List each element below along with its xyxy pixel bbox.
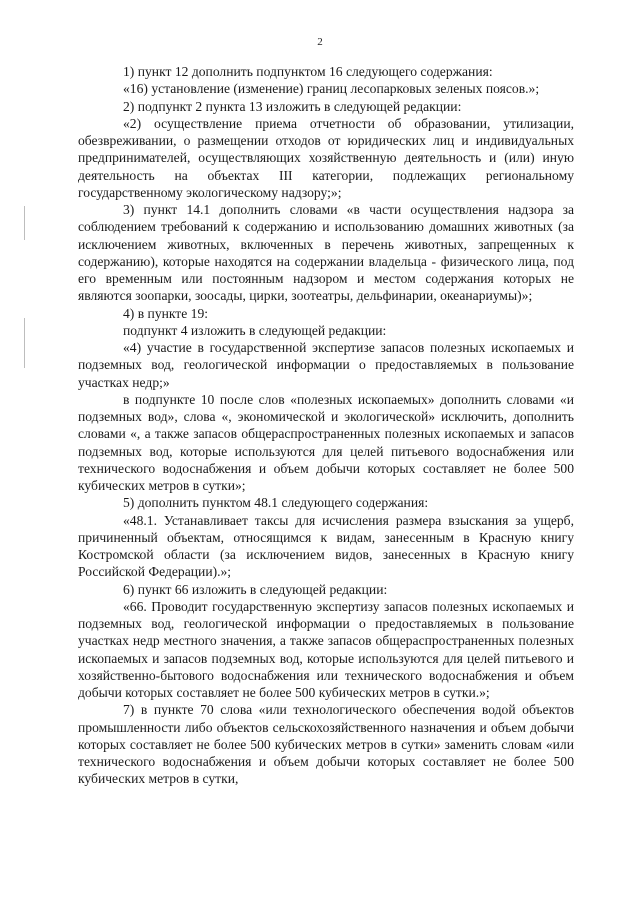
- document-body: [78, 63, 574, 788]
- paragraph: в подпункте 10 после слов «полезных ископаемых» дополнить словами «и подземных вод», слова «, экономической и экологической» исключить, дополнить словами «, а также запасов общераспространенных полезных ископаемых и запасов подземных вод, которые используются для целей питьевого водоснабжения или технического водоснабжения и объем добычи которых составляет не более 500 кубических метров в сутки»;: [78, 391, 574, 493]
- page-number: 2: [317, 36, 323, 48]
- paragraph: 3) пункт 14.1 дополнить словами «в части осуществления надзора за соблюдением требований к содержанию и использованию домашних животных (за исключением животных, включенных в перечень животных, запрещенных к содержанию), которые находятся на содержании владельца - физического лица, под его временным или постоянным надзором и местом содержания которых не являются зоопарки, зоосады, цирки, зоотеатры, дельфинарии, океанариумы)»;: [78, 202, 574, 304]
- paragraph: 6) пункт 66 изложить в следующей редакции:: [123, 581, 388, 597]
- paragraph: 4) в пункте 19:: [123, 305, 209, 321]
- paragraph: «66. Проводит государственную экспертизу запасов полезных ископаемых и подземных вод, геологической информации о предоставляемых в пользование участках недр местного значения, а также запасов общераспространенных полезных ископаемых и запасов подземных вод, которые используются для целей питьевого и хозяйственно-бытового водоснабжения или технического водоснабжения и объем добычи которых составляет не более 500 кубических метров в сутки.»;: [78, 598, 574, 700]
- scan-margin-line: [24, 206, 25, 240]
- paragraph: 7) в пункте 70 слова «или технологического обеспечения водой объектов промышленности либо объектов сельскохозяйственного назначения и объем добычи которых составляет не более 500 кубических метров в сутки» заменить словам «или технического водоснабжения и объем добычи которых составляет не более 500 кубических метров в сутки,: [78, 702, 574, 787]
- paragraph: «2) осуществление приема отчетности об образовании, утилизации, обезвреживании, о размещении отходов от юридических лиц и индивидуальных предпринимателей, осуществляющих хозяйственную деятельность и (или) иную деятельность на объектах III категории, подлежащих региональному государственному экологическому надзору;»;: [78, 115, 574, 200]
- paragraph: подпункт 4 изложить в следующей редакции:: [123, 322, 387, 338]
- paragraph: «16) установление (изменение) границ лесопарковых зеленых поясов.»;: [123, 81, 540, 97]
- paragraph: 2) подпункт 2 пункта 13 изложить в следующей редакции:: [123, 98, 462, 114]
- paragraph: 1) пункт 12 дополнить подпунктом 16 следующего содержания:: [123, 64, 493, 79]
- paragraph: «4) участие в государственной экспертизе запасов полезных ископаемых и подземных вод, геологической информации о предоставляемых в пользование участках недр;»: [78, 340, 574, 390]
- paragraph: 5) дополнить пунктом 48.1 следующего содержания:: [123, 495, 429, 511]
- scan-margin-line: [24, 318, 25, 368]
- paragraph: «48.1. Устанавливает таксы для исчисления размера взыскания за ущерб, причиненный объектам, относящимся к видам, занесенным в Красную книгу Костромской области (за исключением видов, занесенных в Красную книгу Российской Федерации).»;: [78, 512, 574, 580]
